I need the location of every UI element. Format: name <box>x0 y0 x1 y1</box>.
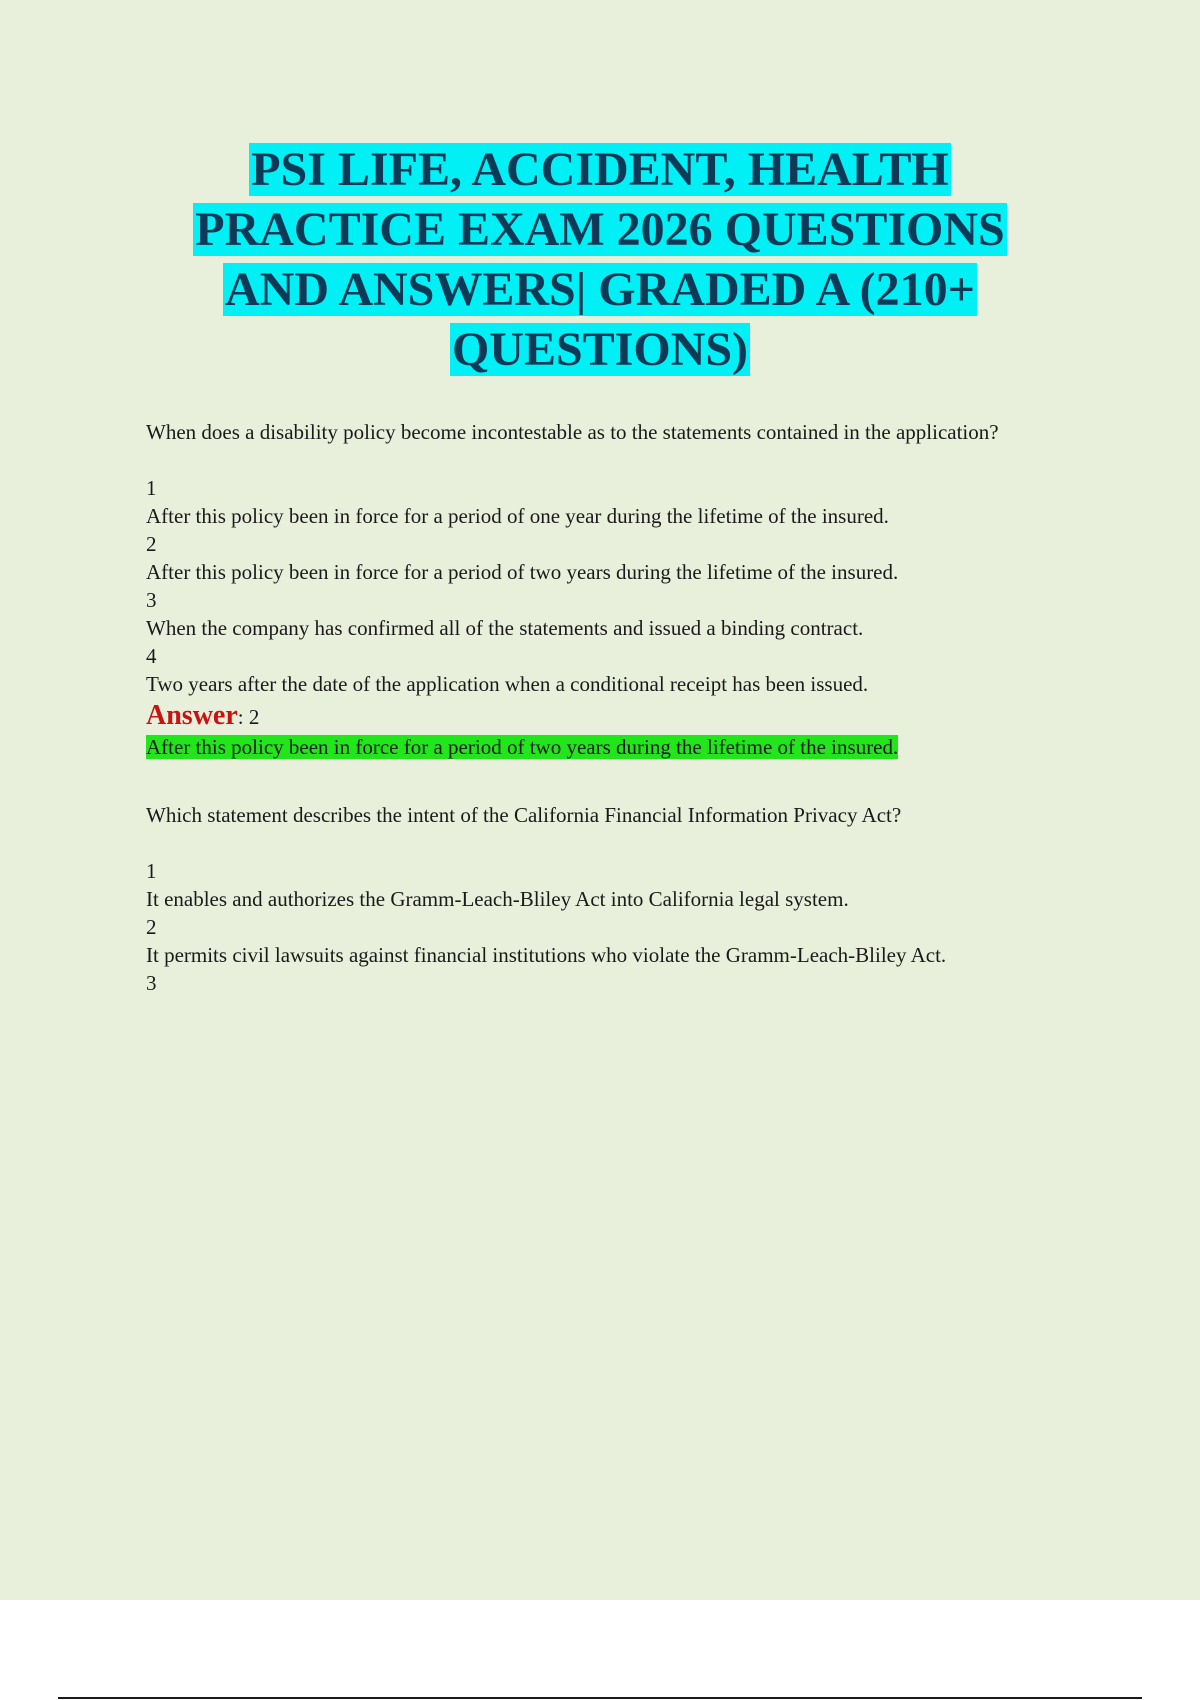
option-text: After this policy been in force for a period of one year during the lifetime of the insured. <box>146 504 889 528</box>
question-block <box>146 801 1086 997</box>
answer-value: : 2 <box>237 705 260 729</box>
option-text: Two years after the date of the application when a conditional receipt has been issued. <box>146 672 869 696</box>
option-text: It permits civil lawsuits against financial institutions who violate the Gramm-Leach-Bliley Act. <box>146 943 947 967</box>
option-text: When the company has confirmed all of the statements and issued a binding contract. <box>146 616 864 640</box>
document-title <box>150 140 1050 380</box>
answer-line <box>146 700 1086 733</box>
question-list <box>146 418 1086 997</box>
option-number: 3 <box>146 971 157 995</box>
title-line: PRACTICE EXAM 2026 QUESTIONS <box>195 203 1005 256</box>
title-line: AND ANSWERS| GRADED A (210+ <box>224 263 976 316</box>
option-number: 2 <box>146 915 157 939</box>
answer-label: Answer <box>146 700 238 731</box>
question-text: Which statement describes the intent of the California Financial Information Privacy Act? <box>146 803 902 827</box>
option-number: 1 <box>146 476 157 500</box>
option-number: 1 <box>146 859 157 883</box>
question-block <box>146 418 1086 761</box>
title-line: QUESTIONS) <box>451 323 749 376</box>
question-text: When does a disability policy become incontestable as to the statements contained in the application? <box>146 420 999 444</box>
option-number: 4 <box>146 644 157 668</box>
option-text: It enables and authorizes the Gramm-Leach-Bliley Act into California legal system. <box>146 887 849 911</box>
spacer <box>146 761 1086 801</box>
option-text: After this policy been in force for a period of two years during the lifetime of the insured. <box>146 560 899 584</box>
spacer <box>146 446 1086 474</box>
answer-text: After this policy been in force for a period of two years during the lifetime of the insured. <box>146 735 899 759</box>
option-number: 2 <box>146 532 157 556</box>
footer-rule <box>58 1697 1142 1699</box>
title-line: PSI LIFE, ACCIDENT, HEALTH <box>251 143 949 196</box>
spacer <box>146 829 1086 857</box>
option-number: 3 <box>146 588 157 612</box>
